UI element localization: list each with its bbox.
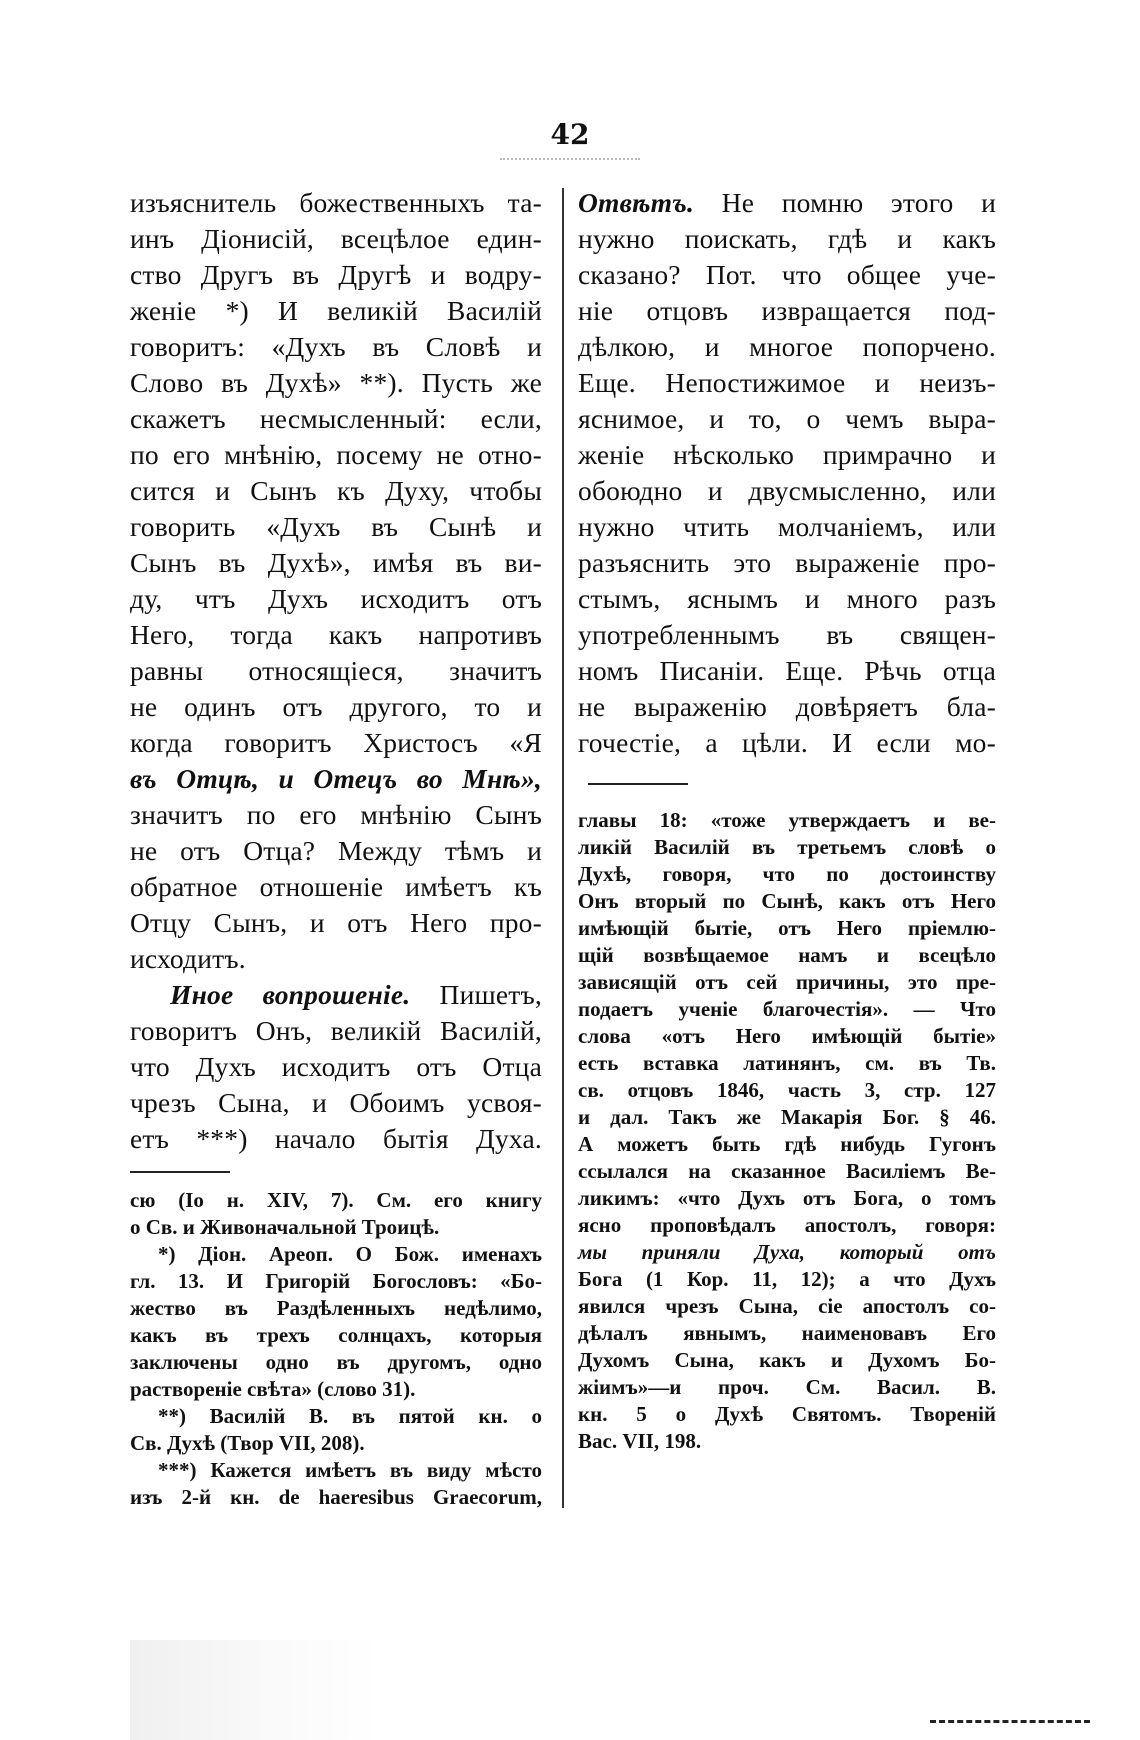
- text-line: ду, чтъ Духъ исходитъ отъ: [130, 583, 542, 614]
- text-line: Слово въ Духѣ» **). Пусть же: [130, 367, 542, 398]
- footnote-line: Бога (1 Кор. 11, 12); а что Духъ: [578, 1267, 996, 1291]
- footnote-line: зависящій отъ сей причины, это пре-: [578, 970, 996, 994]
- text-line: женіе нѣсколько примрачно и: [578, 439, 996, 470]
- text-line: стымъ, яснымъ и много разъ: [578, 583, 996, 614]
- text-line: когда говоритъ Христосъ «Я: [130, 727, 542, 758]
- footnote-line: Вас. VII, 198.: [578, 1429, 702, 1453]
- footnote-line: Онъ вторый по Сынѣ, какъ отъ Него: [578, 889, 996, 913]
- footnote-line: ликимъ: «что Духъ отъ Бога, о томъ: [578, 1186, 996, 1210]
- answer-paragraph: [578, 185, 996, 221]
- footnote-line: Духѣ, говоря, что по достоинству: [578, 862, 996, 886]
- text-line: Еще. Непостижимое и неизъ-: [578, 367, 996, 398]
- footnote-line: **) Василій В. въ пятой кн. о: [158, 1404, 542, 1428]
- footnote-line: какъ въ трехъ солнцахъ, которыя: [130, 1323, 542, 1347]
- scan-smudge: [130, 1640, 380, 1740]
- footnote-rule: [588, 783, 688, 785]
- text-line: не выраженію довѣряетъ бла-: [578, 691, 996, 722]
- footnote-line: Св. Духѣ (Твор VII, 208).: [130, 1431, 365, 1455]
- text-line: разъяснить это выраженіе про-: [578, 547, 996, 578]
- footnote-line: явился чрезъ Сына, сіе апостолъ со-: [578, 1294, 996, 1318]
- text-line: етъ ***) начало бытія Духа.: [130, 1123, 542, 1154]
- text-line: яснимое, и то, о чемъ выра-: [578, 403, 996, 434]
- right-column: [578, 185, 996, 1455]
- text-line: изъяснитель божественныхъ та-: [130, 187, 542, 218]
- text-line: употребленнымъ въ священ-: [578, 619, 996, 650]
- text-line: по его мнѣнію, посему не отно-: [130, 439, 542, 470]
- footnote-line: ссылался на сказанное Василіемъ Ве-: [578, 1159, 996, 1183]
- text-line: номъ Писаніи. Еще. Рѣчь отца: [578, 655, 996, 686]
- footnote-line: дѣлалъ явнымъ, наименовавъ Его: [578, 1321, 996, 1345]
- text-line: инъ Діонисій, всецѣлое един-: [130, 223, 542, 254]
- footnote-line: Духомъ Сына, какъ и Духомъ Бо-: [578, 1348, 996, 1372]
- footnote-line: мы приняли Духа, который отъ: [578, 1240, 996, 1264]
- footnote-line: имѣющій бытіе, отъ Него пріемлю-: [578, 916, 996, 940]
- footnote-line: *) Діон. Ареоп. О Бож. именахъ: [158, 1242, 542, 1266]
- header-rule: [500, 158, 640, 160]
- text-line: обоюдно и двусмысленно, или: [578, 475, 996, 506]
- text-line: обратное отношеніе имѣетъ къ: [130, 871, 542, 902]
- text-line: чрезъ Сына, и Обоимъ усвоя-: [130, 1087, 542, 1118]
- text-line: говоритъ Онъ, великій Василій,: [130, 1015, 542, 1046]
- text-line: нужно поискать, гдѣ и какъ: [578, 223, 996, 254]
- text-line: говорить «Духъ въ Сынѣ и: [130, 511, 542, 542]
- footnote-line: св. отцовъ 1846, часть 3, стр. 127: [578, 1078, 996, 1102]
- text-line-italic: въ Отцѣ, и Отецъ во Мнѣ»,: [130, 763, 542, 794]
- right-footnotes: [578, 807, 996, 1455]
- text-line: равны относящіеся, значитъ: [130, 655, 542, 686]
- footnote-line: и дал. Такъ же Макарія Бог. § 46.: [578, 1105, 996, 1129]
- left-main-text: [130, 185, 542, 1157]
- right-main-text: [578, 185, 996, 761]
- text-line: сказано? Пот. что общее уче-: [578, 259, 996, 290]
- text-line: Пишетъ,: [439, 979, 543, 1010]
- footnote-line: ***) Кажется имѣетъ въ виду мѣсто: [158, 1458, 542, 1482]
- text-line: исходитъ.: [130, 943, 246, 974]
- text-line: дѣлкою, и многое попорчено.: [578, 331, 996, 362]
- text-line: нужно чтить молчаніемъ, или: [578, 511, 996, 542]
- text-line: что Духъ исходитъ отъ Отца: [130, 1051, 542, 1082]
- text-line: гочестіе, а цѣли. И если мо-: [578, 727, 996, 758]
- text-line: Сынъ въ Духѣ», имѣя въ ви-: [130, 547, 542, 578]
- text-line: Него, тогда какъ напротивъ: [130, 619, 542, 650]
- question-paragraph: [130, 977, 542, 1013]
- footnote-rule: [130, 1171, 230, 1173]
- footnote-line: изъ 2-й кн. de haeresibus Graecorum,: [130, 1485, 542, 1509]
- footnote-line: заключены одно въ другомъ, одно: [130, 1350, 542, 1374]
- footnote-line: щій возвѣщаемое намъ и всецѣло: [578, 943, 996, 967]
- text-line: не одинъ отъ другого, то и: [130, 691, 542, 722]
- text-line: значитъ по его мнѣнію Сынъ: [130, 799, 542, 830]
- text-line: скажетъ несмысленный: если,: [130, 403, 542, 434]
- footnote-line: кн. 5 о Духѣ Святомъ. Твореній: [578, 1402, 996, 1426]
- column-divider: [562, 188, 564, 1508]
- text-line: ніе отцовъ извращается под-: [578, 295, 996, 326]
- page-number: 42: [550, 118, 590, 151]
- footnote-line: жіимъ»—и проч. См. Васил. В.: [578, 1375, 996, 1399]
- footnote-line: есть вставка латинянъ, см. въ Тв.: [578, 1051, 996, 1075]
- text-line: женіе *) И великій Василій: [130, 295, 542, 326]
- text-line: ство Другъ въ Другѣ и водру-: [130, 259, 542, 290]
- footnote-line: слова «отъ Него имѣющій бытіе»: [578, 1024, 996, 1048]
- footnote-line: гл. 13. И Григорій Богословъ: «Бо-: [130, 1269, 542, 1293]
- footnote-line: подаетъ ученіе благочестія». — Что: [578, 997, 996, 1021]
- footnote-line: А можетъ быть гдѣ нибудь Гугонъ: [578, 1132, 996, 1156]
- footnote-line: главы 18: «тоже утверждаетъ и ве-: [578, 808, 996, 832]
- text-line: говоритъ: «Духъ въ Словѣ и: [130, 331, 542, 362]
- footnote-line: сю (Іо н. XIV, 7). См. его книгу: [130, 1188, 542, 1212]
- answer-heading: Отвѣтъ.: [578, 187, 695, 218]
- text-line: Отцу Сынъ, и отъ Него про-: [130, 907, 542, 938]
- footnote-line: о Св. и Живоначальной Троицѣ.: [130, 1215, 440, 1239]
- left-column: [130, 185, 542, 1511]
- footnote-line: жество въ Раздѣленныхъ недѣлимо,: [130, 1296, 542, 1320]
- question-heading: Иное вопрошеніе.: [170, 979, 411, 1010]
- footnote-line: ясно проповѣдалъ апостолъ, говоря:: [578, 1213, 996, 1237]
- left-footnotes: [130, 1187, 542, 1511]
- scan-dashes: [930, 1720, 1090, 1727]
- text-line: не отъ Отца? Между тѣмъ и: [130, 835, 542, 866]
- text-line: сится и Сынъ къ Духу, чтобы: [130, 475, 542, 506]
- footnote-line: ликій Василій въ третьемъ словѣ о: [578, 835, 996, 859]
- footnote-line: раствореніе свѣта» (слово 31).: [130, 1377, 416, 1401]
- text-line: Не помню этого и: [721, 187, 996, 218]
